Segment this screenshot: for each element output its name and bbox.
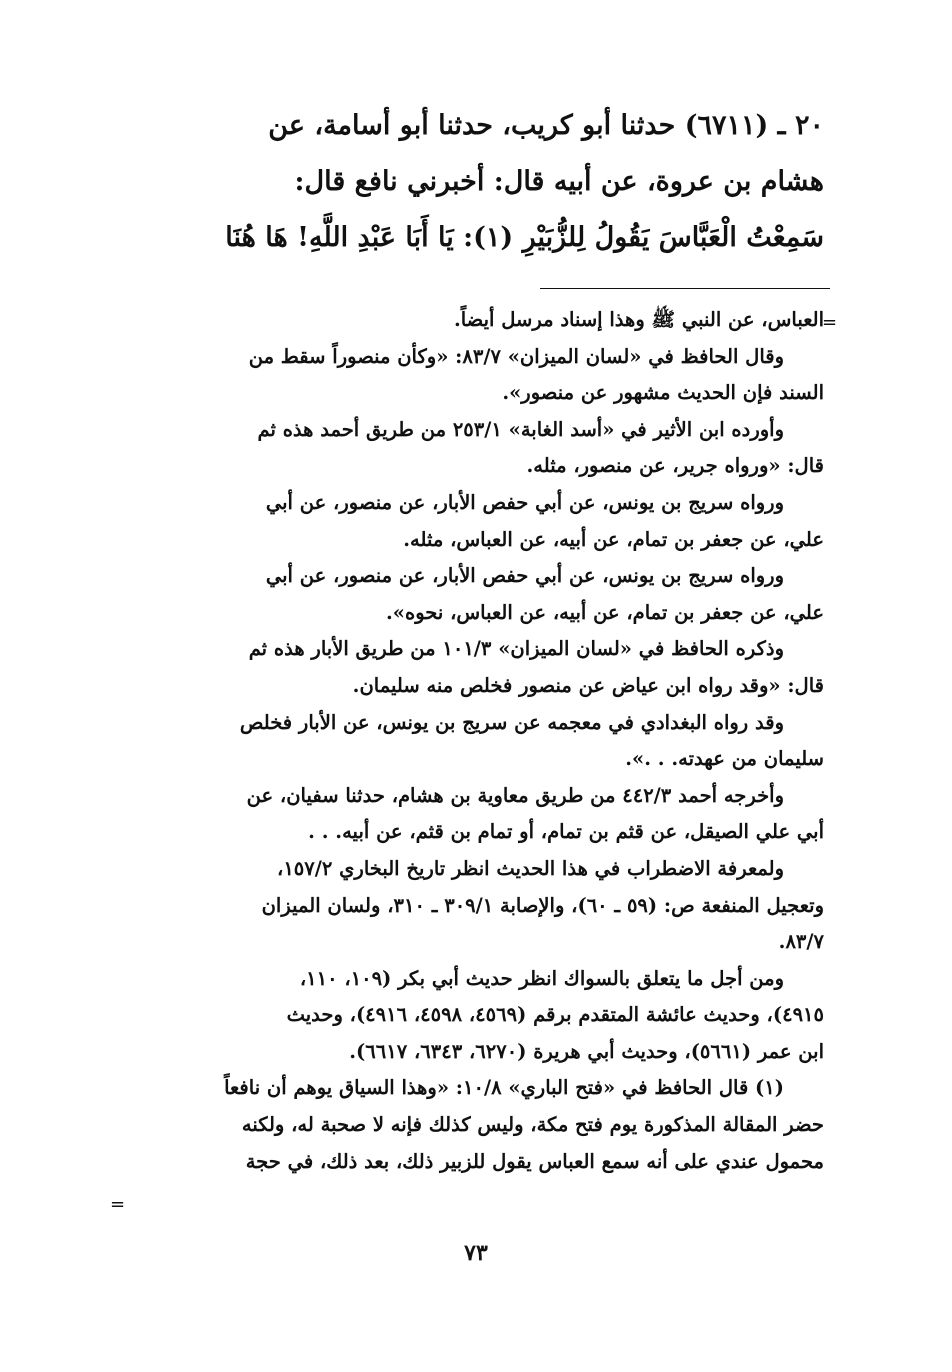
footnote-line: وأورده ابن الأثير في «أسد الغابة» ٢٥٣/١ من طريق أحمد هذه ثم <box>257 417 784 441</box>
footnote-separator <box>540 288 830 289</box>
footnote-line: ولمعرفة الاضطراب في هذا الحديث انظر تاريخ البخاري ١٥٧/٢، <box>277 856 784 880</box>
footnote-line: وقال الحافظ في «لسان الميزان» ٨٣/٧: «وكأن منصوراً سقط من <box>248 344 784 368</box>
footnote-line: محمول عندي على أنه سمع العباس يقول للزبير ذلك، بعد ذلك، في حجة <box>245 1149 824 1173</box>
footnote-line: علي، عن جعفر بن تمام، عن أبيه، عن العباس، نحوه». <box>386 600 824 624</box>
footnote-line: العباس، عن النبي ﷺ وهذا إسناد مرسل أيضاً. <box>453 308 824 331</box>
hadith-main-text <box>124 98 824 266</box>
footnote-line: ٤٩١٥)، وحديث عائشة المتقدم برقم (٤٥٦٩، ٤٥٩٨، ٤٩١٦)، وحديث <box>286 1003 824 1027</box>
footnote-line: أبي علي الصيقل، عن قثم بن تمام، أو تمام بن قثم، عن أبيه. . . <box>308 820 824 844</box>
footnote-line: ورواه سريج بن يونس، عن أبي حفص الأبار، عن منصور، عن أبي <box>265 490 784 514</box>
main-line: هشام بن عروة، عن أبيه قال: أخبرني نافع قال: <box>294 166 824 197</box>
footnote-line: علي، عن جعفر بن تمام، عن أبيه، عن العباس، مثله. <box>403 527 824 551</box>
footnote-line: وتعجيل المنفعة ص: (٥٩ ـ ٦٠)، والإصابة ٣٠٩/١ ـ ٣١٠، ولسان الميزان <box>261 893 824 917</box>
page-number: ٧٣ <box>464 1240 488 1266</box>
footnote-line: ابن عمر (٥٦٦١)، وحديث أبي هريرة (٦٢٧٠، ٦٣٤٣، ٦٦١٧). <box>349 1039 824 1063</box>
footnote-line: وأخرجه أحمد ٤٤٢/٣ من طريق معاوية بن هشام، حدثنا سفيان، عن <box>246 783 784 807</box>
main-line: ٢٠ ـ (٦٧١١) حدثنا أبو كريب، حدثنا أبو أسامة، عن <box>268 110 824 141</box>
footnote-line: وقد رواه البغدادي في معجمه عن سريج بن يونس، عن الأبار فخلص <box>239 710 784 734</box>
footnote-line: ومن أجل ما يتعلق بالسواك انظر حديث أبي بكر (١٠٩، ١١٠، <box>299 966 784 990</box>
footnote-line: وذكره الحافظ في «لسان الميزان» ١٠١/٣ من طريق الأبار هذه ثم <box>248 637 784 661</box>
footnotes <box>112 302 824 1180</box>
footnote-line: ٨٣/٧. <box>778 930 824 954</box>
continuation-mark-start: = <box>822 312 838 333</box>
main-line: سَمِعْتُ الْعَبَّاسَ يَقُولُ لِلزُّبَيْرِ (١): يَا أَبَا عَبْدِ اللَّهِ! هَا هُنَا <box>225 222 824 253</box>
footnote-line: قال: «وقد رواه ابن عياض عن منصور فخلص منه سليمان. <box>352 673 824 697</box>
footnote-line: (١) قال الحافظ في «فتح الباري» ١٠/٨: «وهذا السياق يوهم أن نافعاً <box>224 1076 784 1100</box>
footnote-line: السند فإن الحديث مشهور عن منصور». <box>502 381 824 405</box>
footnote-line: حضر المقالة المذكورة يوم فتح مكة، وليس كذلك فإنه لا صحبة له، ولكنه <box>241 1113 824 1137</box>
footnote-line: ورواه سريج بن يونس، عن أبي حفص الأبار، عن منصور، عن أبي <box>265 564 784 588</box>
footnote-line: سليمان من عهدته. . .». <box>625 747 824 771</box>
continuation-mark-end: = <box>110 1194 126 1215</box>
footnote-line: قال: «ورواه جرير، عن منصور، مثله. <box>526 454 824 478</box>
